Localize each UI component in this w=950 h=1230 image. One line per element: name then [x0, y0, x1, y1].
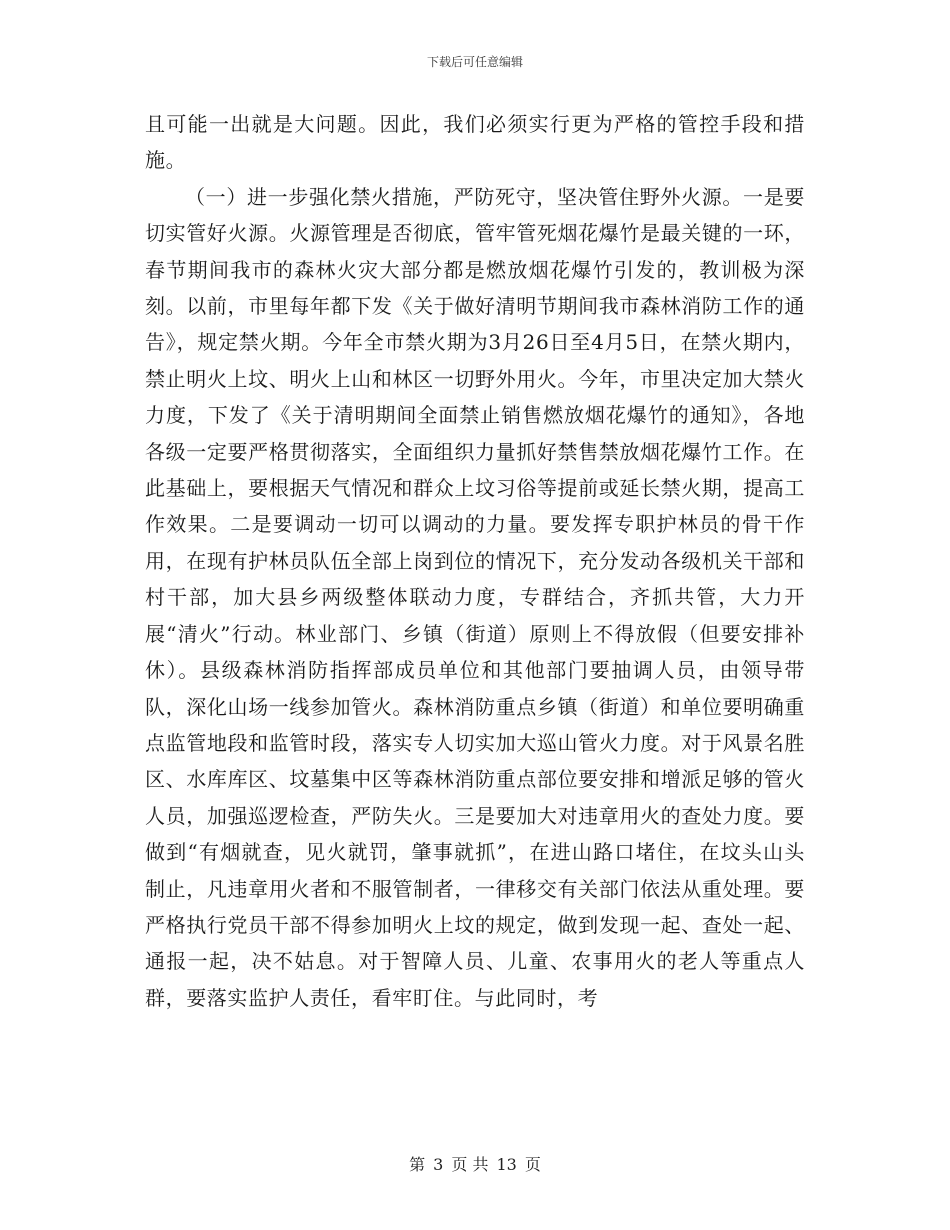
- page-number-prefix: 第: [409, 1155, 426, 1174]
- page-total: 13: [496, 1155, 517, 1174]
- page-number: 3: [433, 1155, 444, 1174]
- document-body: [145, 106, 805, 1016]
- paragraph-section-1: （一）进一步强化禁火措施，严防死守，坚决管住野外火源。一是要切实管好火源。火源管理是否彻底，管牢管死烟花爆竹是最关键的一环，春节期间我市的森林火灾大部分都是燃放烟花爆竹引发的，教训极为深刻。以前，市里每年都下发《关于做好清明节期间我市森林消防工作的通告》，规定禁火期。今年全市禁火期为3月26日至4月5日，在禁火期内，禁止明火上坟、明火上山和林区一切野外用火。今年，市里决定加大禁火力度，下发了《关于清明期间全面禁止销售燃放烟花爆竹的通知》，各地各级一定要严格贯彻落实，全面组织力量抓好禁售禁放烟花爆竹工作。在此基础上，要根据天气情况和群众上坟习俗等提前或延长禁火期，提高工作效果。二是要调动一切可以调动的力量。要发挥专职护林员的骨干作用，在现有护林员队伍全部上岗到位的情况下，充分发动各级机关干部和村干部，加大县乡两级整体联动力度，专群结合，齐抓共管，大力开展“清火”行动。林业部门、乡镇（街道）原则上不得放假（但要安排补休）。县级森林消防指挥部成员单位和其他部门要抽调人员，由领导带队，深化山场一线参加管火。森林消防重点乡镇（街道）和单位要明确重点监管地段和监管时段，落实专人切实加大巡山管火力度。对于风景名胜区、水库库区、坟墓集中区等森林消防重点部位要安排和增派足够的管火人员，加强巡逻检查，严防失火。三是要加大对违章用火的查处力度。要做到“有烟就查，见火就罚，肇事就抓”，在进山路口堵住，在坟头山头制止，凡违章用火者和不服管制者，一律移交有关部门依法从重处理。要严格执行党员干部不得参加明火上坟的规定，做到发现一起、查处一起、通报一起，决不姑息。对于智障人员、儿童、农事用火的老人等重点人群，要落实监护人责任，看牢盯住。与此同时，考: [145, 184, 805, 1010]
- page-number-mid: 页 共: [451, 1155, 489, 1174]
- page-header: [0, 54, 950, 70]
- header-note: 下载后可任意编辑: [426, 55, 523, 69]
- page-footer: [0, 1155, 950, 1175]
- page-number-suffix: 页: [524, 1155, 541, 1174]
- paragraph-continued: 且可能一出就是大问题。因此，我们必须实行更为严格的管控手段和措施。: [145, 112, 805, 173]
